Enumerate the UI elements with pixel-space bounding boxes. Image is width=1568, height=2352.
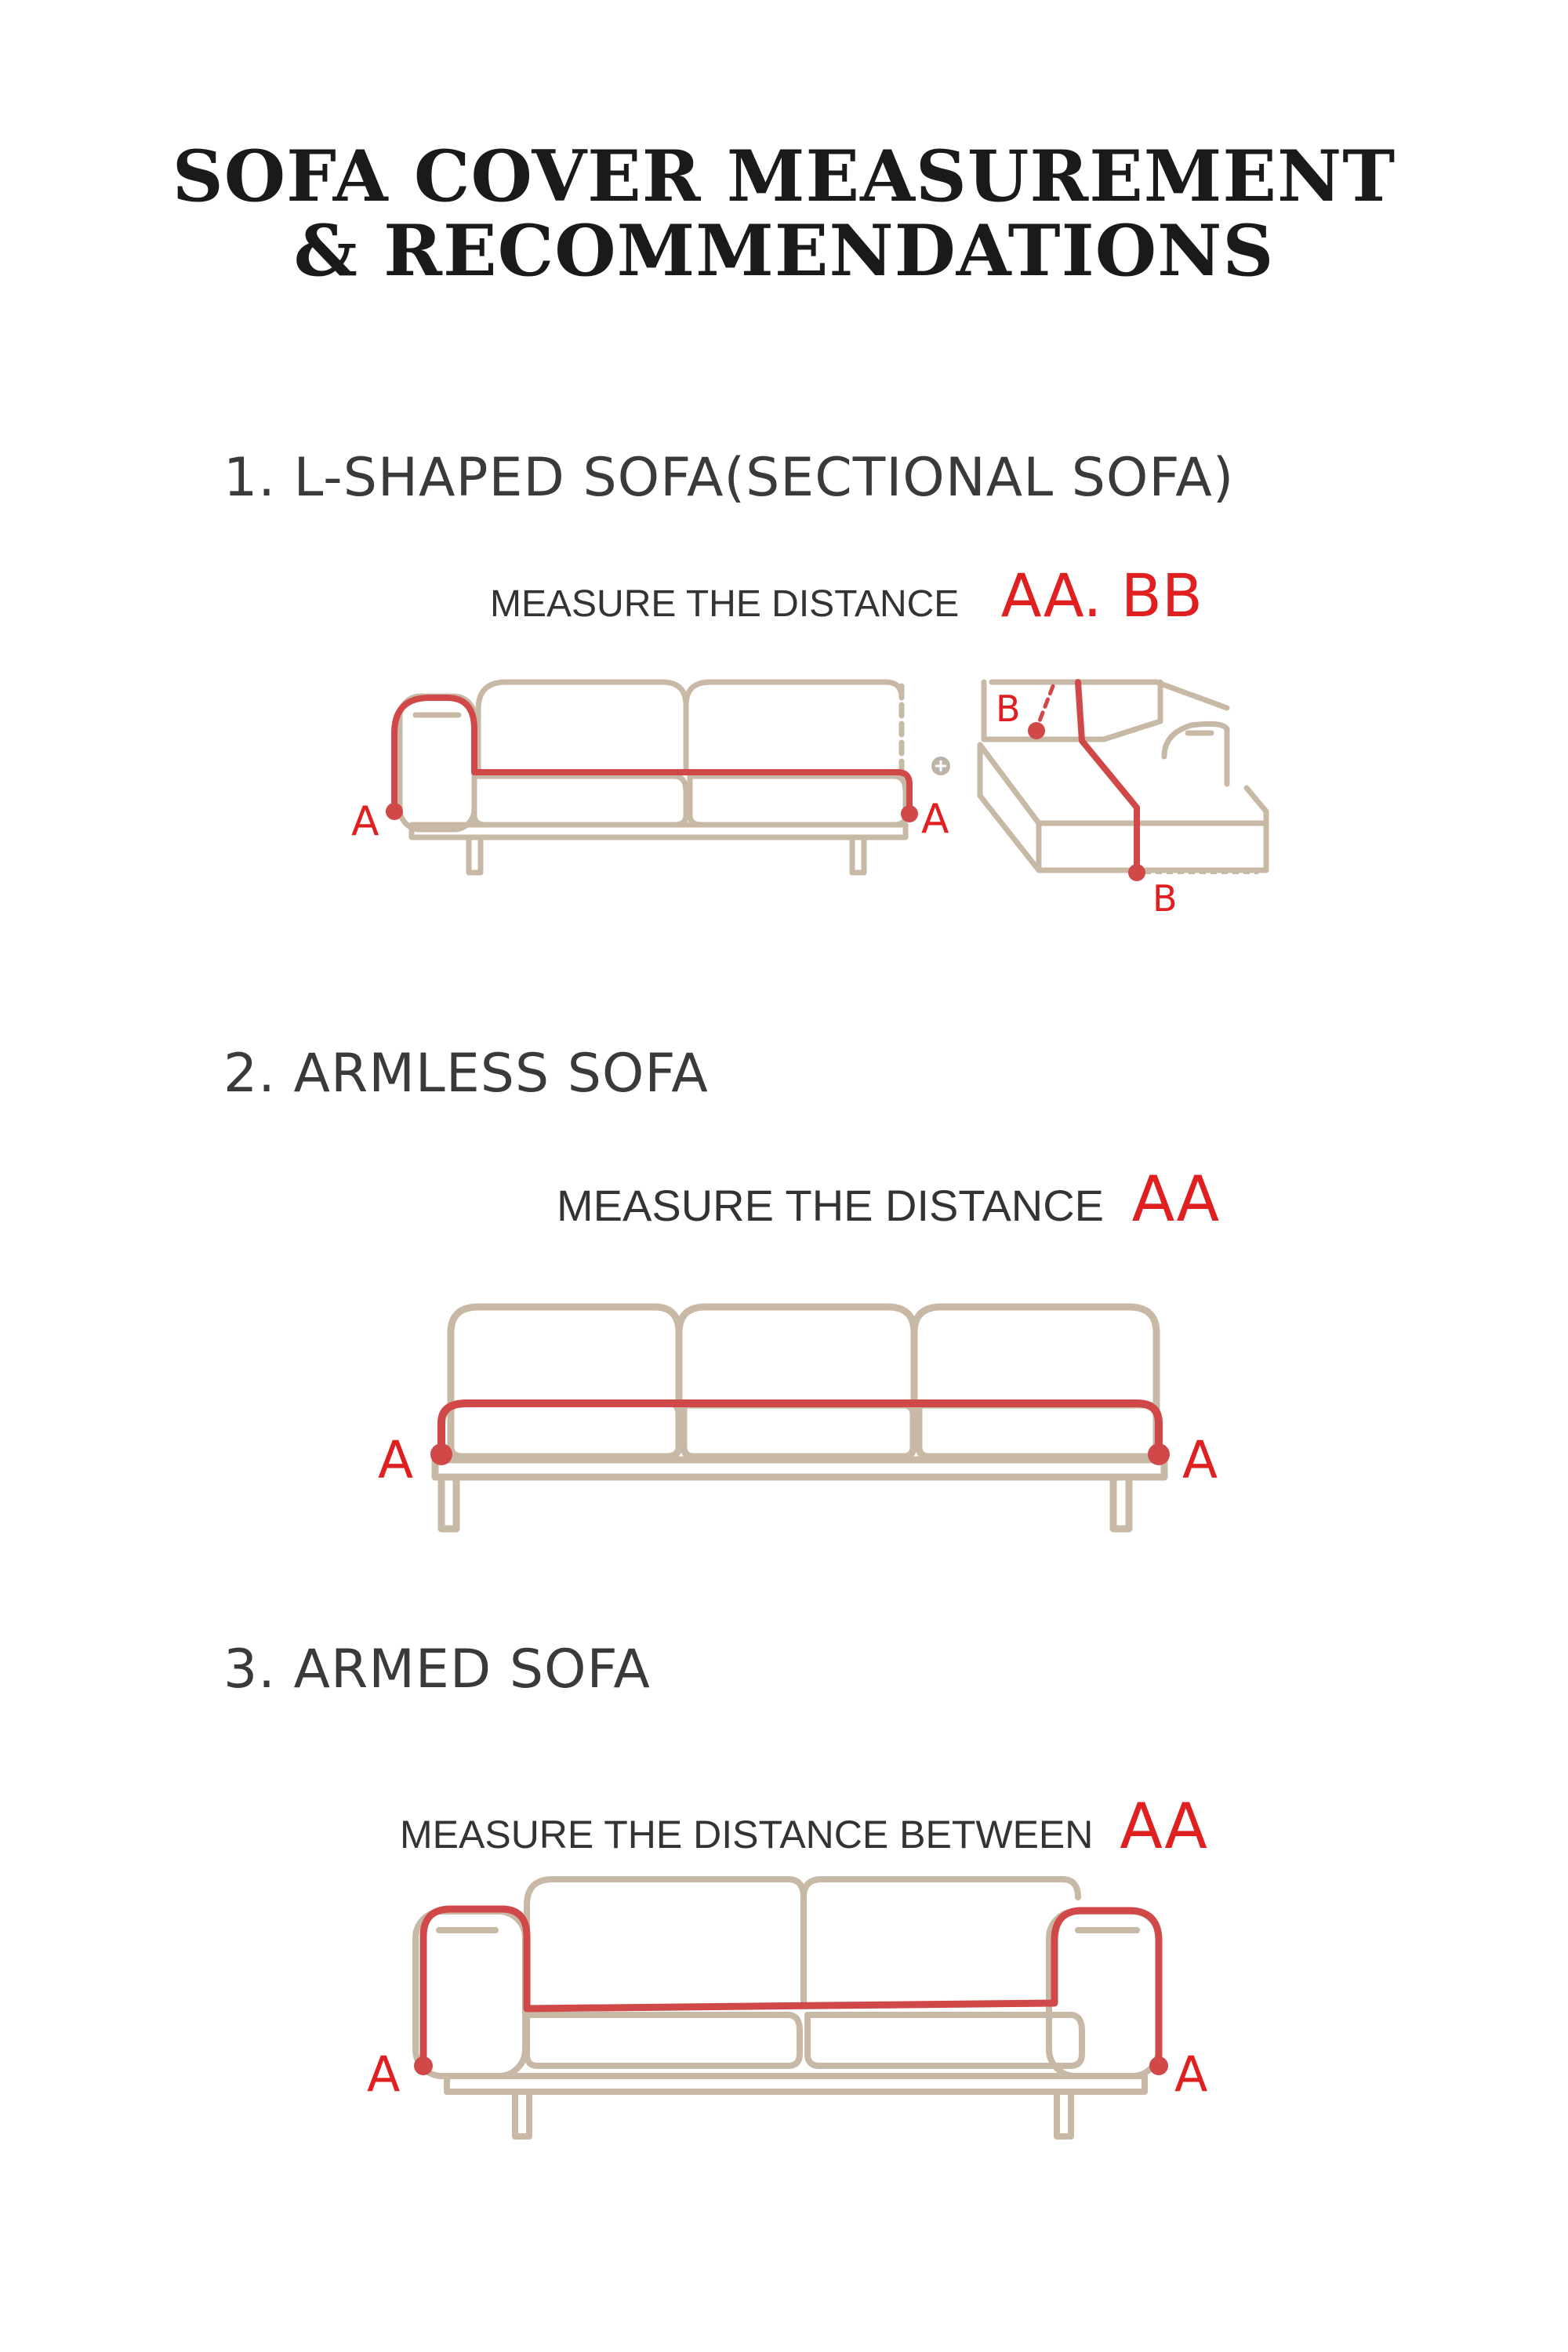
back-cushion-right (686, 682, 902, 772)
measure-line-aa (441, 1403, 1159, 1454)
seat-cushion-left (474, 776, 686, 825)
chaise-back-top (992, 682, 1227, 708)
section-1-marker: AA. BB (1000, 561, 1203, 630)
section-2-marker: AA (1131, 1163, 1220, 1236)
back-cushion-left (478, 682, 686, 772)
seat-cushion-right (690, 776, 906, 825)
seat-cushion-1 (451, 1403, 679, 1457)
point-a-left (386, 803, 403, 820)
back-cushion-left (527, 1879, 804, 2007)
section-2-title: 2. ARMLESS SOFA (223, 1043, 709, 1105)
back-cushion-1 (451, 1307, 679, 1411)
chaise-seat-front (980, 745, 1266, 823)
leg-left (469, 837, 481, 873)
sofa-base (435, 1460, 1164, 1477)
section-3-marker: AA (1120, 1790, 1207, 1863)
section-2-instruction (557, 1164, 1219, 1241)
label-a-right: A (1182, 1430, 1218, 1490)
page-subtitle: & RECOMMENDATIONS (293, 209, 1275, 292)
section-2-instruction-text: MEASURE THE DISTANCE (557, 1181, 1105, 1230)
label-a-left: A (351, 798, 379, 845)
leg-left (441, 1477, 456, 1529)
seat-cushion-2 (684, 1405, 913, 1457)
point-a-left (430, 1443, 452, 1465)
point-b-bottom (1128, 864, 1145, 881)
l-shaped-sofa-diagram (0, 666, 1568, 920)
label-b-top: B (996, 688, 1021, 730)
label-a-right: A (921, 796, 949, 843)
label-a-left: A (378, 1430, 414, 1490)
back-cushion-3 (914, 1307, 1156, 1411)
plus-icon (931, 757, 950, 775)
measure-line-bb (1078, 682, 1137, 873)
sofa-base (412, 825, 906, 837)
back-cushion-right (804, 1879, 1078, 2003)
label-b-bottom: B (1152, 877, 1178, 920)
page-title: SOFA COVER MEASUREMENT (172, 135, 1396, 218)
section-1-title: 1. L-SHAPED SOFA(SECTIONAL SOFA) (223, 447, 1235, 509)
section-1-instruction-text: MEASURE THE DISTANCE (490, 583, 960, 625)
leg-right (852, 837, 864, 873)
point-a-right (1148, 1443, 1170, 1465)
point-a-right (901, 805, 918, 822)
section-3-title: 3. ARMED SOFA (223, 1639, 651, 1700)
point-a-right (1149, 2056, 1168, 2075)
label-a-left: A (367, 2045, 401, 2103)
section-3-instruction-text: MEASURE THE DISTANCE BETWEEN (400, 1813, 1094, 1857)
leg-left (515, 2092, 529, 2136)
right-arm (1049, 1911, 1159, 2076)
point-a-left (414, 2056, 433, 2075)
point-b-top (1028, 722, 1045, 739)
seat-cushion-right (808, 2015, 1082, 2066)
leg-right (1057, 2092, 1071, 2136)
seat-cushion-3 (919, 1405, 1156, 1457)
armless-sofa-diagram (0, 1286, 1568, 1552)
label-a-right: A (1174, 2045, 1208, 2103)
leg-right (1113, 1477, 1129, 1529)
section-1-instruction (490, 561, 1203, 636)
armed-sofa-diagram (0, 1858, 1568, 2164)
left-arm (416, 1911, 525, 2076)
chaise-base (980, 745, 1266, 870)
back-cushion-2 (679, 1307, 914, 1399)
sofa-base (447, 2076, 1145, 2092)
seat-cushion-left (527, 2015, 800, 2066)
